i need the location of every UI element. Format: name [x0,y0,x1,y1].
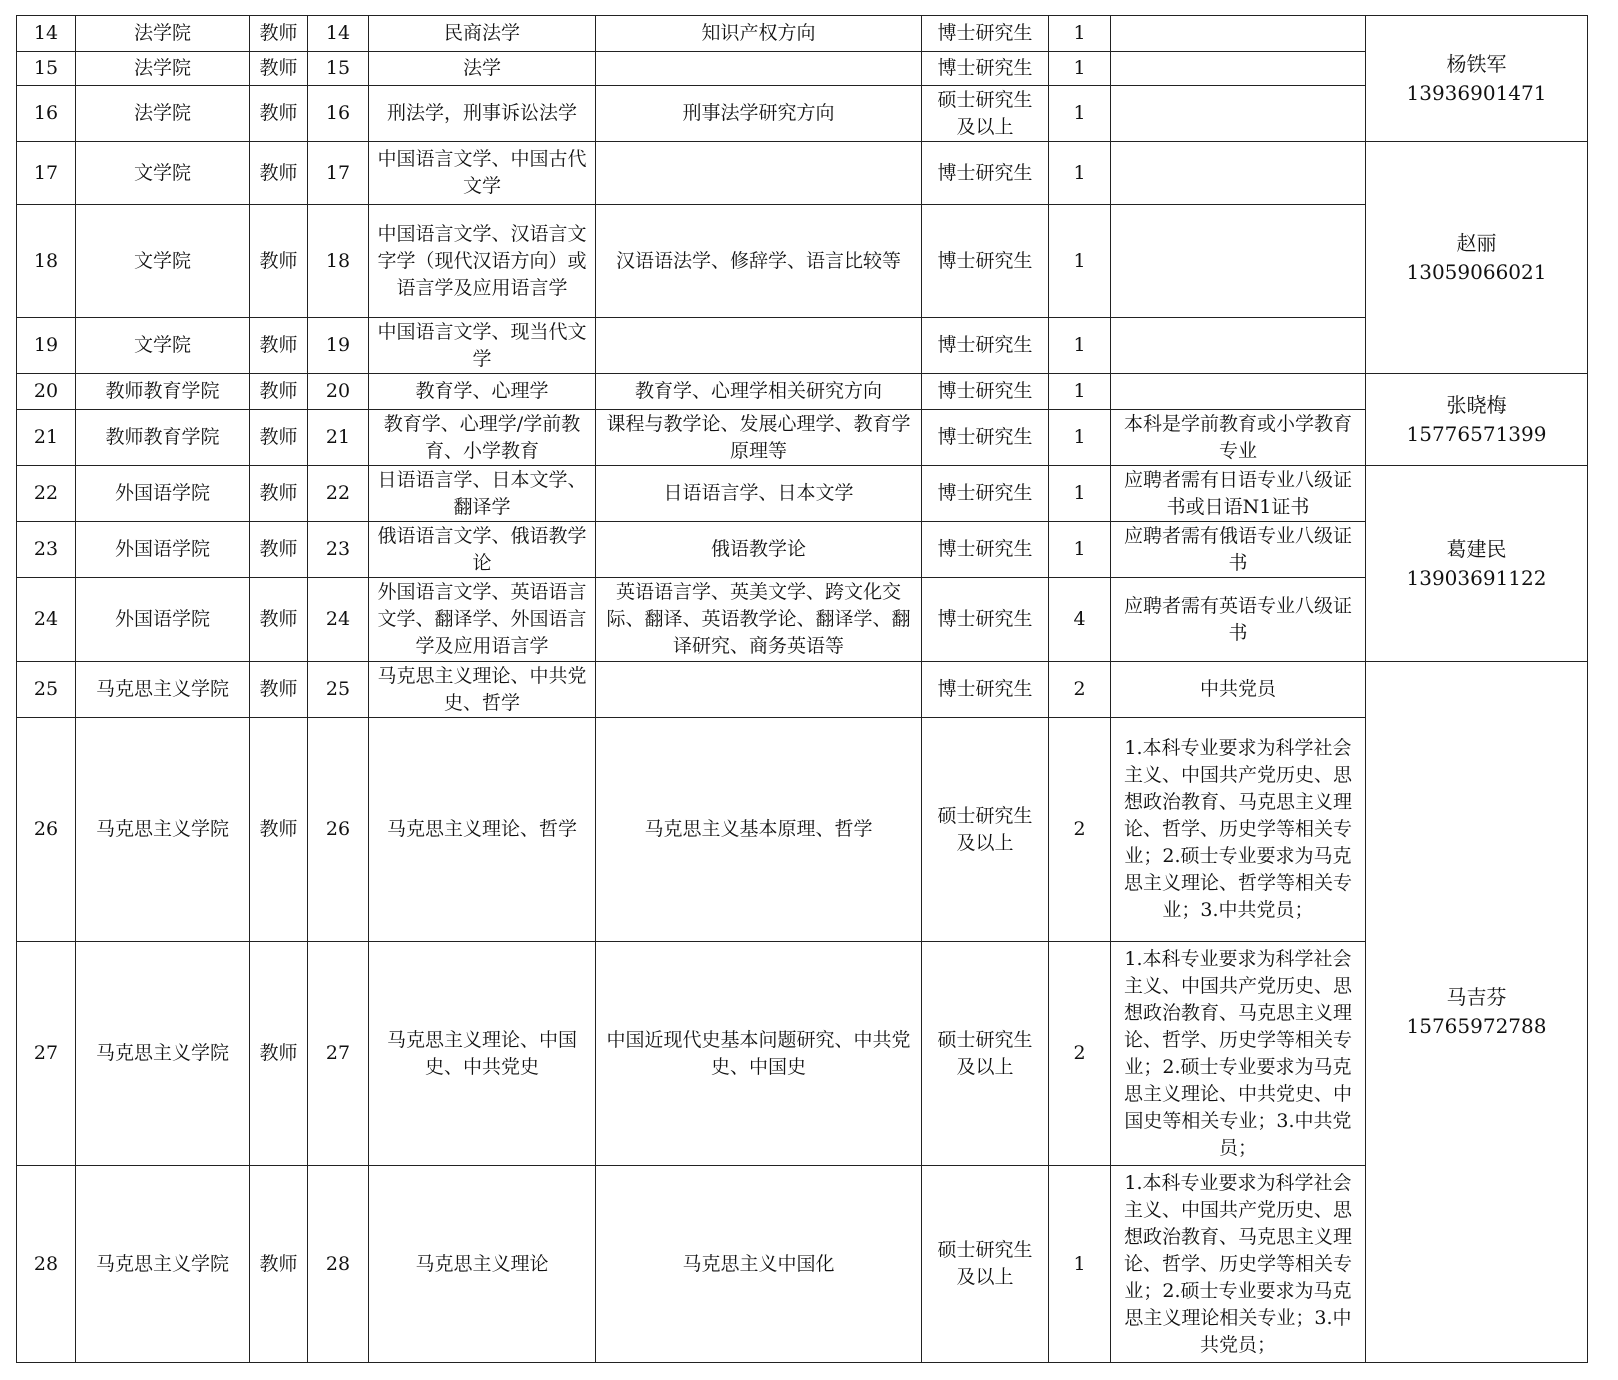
code-cell: 21 [308,410,369,466]
degree-cell: 博士研究生 [922,662,1049,718]
college-cell: 文学院 [76,205,250,318]
contact-name: 杨铁军 [1446,51,1507,76]
seq-cell: 17 [17,142,76,205]
count-cell: 1 [1049,86,1111,142]
post-cell: 教师 [250,374,308,410]
major-cell: 中国语言文学、中国古代文学 [369,142,596,205]
major-cell: 马克思主义理论、中国史、中共党史 [369,942,596,1166]
code-cell: 19 [308,318,369,374]
degree-cell: 硕士研究生及以上 [922,1166,1049,1363]
seq-cell: 21 [17,410,76,466]
count-cell: 2 [1049,718,1111,942]
direction-cell: 中国近现代史基本问题研究、中共党史、中国史 [596,942,922,1166]
requirement-cell [1111,16,1366,52]
count-cell: 1 [1049,1166,1111,1363]
major-cell: 俄语语言文学、俄语教学论 [369,522,596,578]
direction-cell: 刑事法学研究方向 [596,86,922,142]
count-cell: 1 [1049,466,1111,522]
seq-cell: 22 [17,466,76,522]
major-cell: 外国语言文学、英语语言文学、翻译学、外国语言学及应用语言学 [369,578,596,662]
direction-cell: 马克思主义基本原理、哲学 [596,718,922,942]
degree-cell: 硕士研究生及以上 [922,942,1049,1166]
seq-cell: 14 [17,16,76,52]
post-cell: 教师 [250,142,308,205]
direction-cell [596,52,922,86]
table-row [17,578,1588,662]
direction-cell: 日语语言学、日本文学 [596,466,922,522]
direction-cell: 汉语语法学、修辞学、语言比较等 [596,205,922,318]
degree-cell: 博士研究生 [922,374,1049,410]
requirement-cell: 1.本科专业要求为科学社会主义、中国共产党历史、思想政治教育、马克思主义理论、哲学、历史学等相关专业；2.硕士专业要求为马克思主义理论、哲学等相关专业；3.中共党员； [1111,718,1366,942]
requirement-cell: 中共党员 [1111,662,1366,718]
post-cell: 教师 [250,718,308,942]
count-cell: 1 [1049,318,1111,374]
major-cell: 刑法学，刑事诉讼法学 [369,86,596,142]
table-row [17,522,1588,578]
seq-cell: 26 [17,718,76,942]
degree-cell: 博士研究生 [922,142,1049,205]
contact-phone: 13903691122 [1406,565,1547,590]
table-row [17,16,1588,52]
contact-name: 马吉芬 [1446,985,1507,1009]
count-cell: 1 [1049,16,1111,52]
count-cell: 1 [1049,52,1111,86]
table-row [17,942,1588,1166]
post-cell: 教师 [250,52,308,86]
direction-cell: 教育学、心理学相关研究方向 [596,374,922,410]
table-row [17,466,1588,522]
code-cell: 24 [308,578,369,662]
contact-name: 赵丽 [1456,230,1497,255]
contact-cell [1366,142,1588,374]
requirement-cell: 1.本科专业要求为科学社会主义、中国共产党历史、思想政治教育、马克思主义理论、哲学、历史学等相关专业；2.硕士专业要求为马克思主义理论、中共党史、中国史等相关专业；3.中共党员； [1111,942,1366,1166]
major-cell: 教育学、心理学/学前教育、小学教育 [369,410,596,466]
degree-cell: 博士研究生 [922,522,1049,578]
degree-cell: 博士研究生 [922,205,1049,318]
table-row [17,86,1588,142]
direction-cell: 课程与教学论、发展心理学、教育学原理等 [596,410,922,466]
table-row [17,410,1588,466]
major-cell: 民商法学 [369,16,596,52]
code-cell: 25 [308,662,369,718]
table-row [17,374,1588,410]
seq-cell: 27 [17,942,76,1166]
post-cell: 教师 [250,205,308,318]
major-cell: 中国语言文学、汉语言文字学（现代汉语方向）或语言学及应用语言学 [369,205,596,318]
post-cell: 教师 [250,86,308,142]
table-row [17,205,1588,318]
code-cell: 27 [308,942,369,1166]
seq-cell: 25 [17,662,76,718]
code-cell: 28 [308,1166,369,1363]
code-cell: 18 [308,205,369,318]
college-cell: 法学院 [76,52,250,86]
contact-phone: 13059066021 [1406,259,1547,284]
college-cell: 马克思主义学院 [76,662,250,718]
college-cell: 马克思主义学院 [76,1166,250,1363]
contact-cell [1366,662,1588,1363]
contact-phone: 15776571399 [1406,421,1547,446]
post-cell: 教师 [250,662,308,718]
code-cell: 26 [308,718,369,942]
count-cell: 1 [1049,374,1111,410]
post-cell: 教师 [250,318,308,374]
college-cell: 马克思主义学院 [76,718,250,942]
degree-cell: 博士研究生 [922,578,1049,662]
post-cell: 教师 [250,942,308,1166]
post-cell: 教师 [250,578,308,662]
degree-cell: 博士研究生 [922,410,1049,466]
code-cell: 16 [308,86,369,142]
code-cell: 14 [308,16,369,52]
major-cell: 日语语言学、日本文学、翻译学 [369,466,596,522]
seq-cell: 24 [17,578,76,662]
college-cell: 法学院 [76,16,250,52]
college-cell: 文学院 [76,142,250,205]
table-row [17,662,1588,718]
contact-name: 张晓梅 [1446,392,1507,417]
contact-cell [1366,374,1588,466]
direction-cell: 知识产权方向 [596,16,922,52]
major-cell: 法学 [369,52,596,86]
college-cell: 外国语学院 [76,522,250,578]
seq-cell: 23 [17,522,76,578]
count-cell: 2 [1049,662,1111,718]
code-cell: 23 [308,522,369,578]
requirement-cell [1111,205,1366,318]
direction-cell [596,142,922,205]
table-row [17,1166,1588,1363]
table-row [17,718,1588,942]
table-row [17,318,1588,374]
table-row [17,52,1588,86]
degree-cell: 硕士研究生及以上 [922,718,1049,942]
seq-cell: 16 [17,86,76,142]
contact-phone: 13936901471 [1406,80,1547,105]
college-cell: 文学院 [76,318,250,374]
college-cell: 外国语学院 [76,578,250,662]
degree-cell: 博士研究生 [922,466,1049,522]
college-cell: 教师教育学院 [76,374,250,410]
requirement-cell: 应聘者需有俄语专业八级证书 [1111,522,1366,578]
count-cell: 2 [1049,942,1111,1166]
count-cell: 1 [1049,205,1111,318]
major-cell: 教育学、心理学 [369,374,596,410]
major-cell: 马克思主义理论、哲学 [369,718,596,942]
degree-cell: 博士研究生 [922,52,1049,86]
seq-cell: 15 [17,52,76,86]
direction-cell: 俄语教学论 [596,522,922,578]
direction-cell [596,662,922,718]
direction-cell: 马克思主义中国化 [596,1166,922,1363]
requirement-cell [1111,374,1366,410]
count-cell: 1 [1049,522,1111,578]
requirement-cell: 应聘者需有日语专业八级证书或日语N1证书 [1111,466,1366,522]
college-cell: 外国语学院 [76,466,250,522]
seq-cell: 28 [17,1166,76,1363]
code-cell: 17 [308,142,369,205]
contact-phone: 15765972788 [1406,1014,1547,1038]
contact-cell [1366,16,1588,142]
code-cell: 22 [308,466,369,522]
post-cell: 教师 [250,1166,308,1363]
requirement-cell [1111,86,1366,142]
direction-cell [596,318,922,374]
degree-cell: 博士研究生 [922,16,1049,52]
degree-cell: 博士研究生 [922,318,1049,374]
count-cell: 1 [1049,142,1111,205]
post-cell: 教师 [250,522,308,578]
post-cell: 教师 [250,16,308,52]
seq-cell: 18 [17,205,76,318]
code-cell: 20 [308,374,369,410]
major-cell: 马克思主义理论、中共党史、哲学 [369,662,596,718]
requirement-cell: 应聘者需有英语专业八级证书 [1111,578,1366,662]
post-cell: 教师 [250,410,308,466]
code-cell: 15 [308,52,369,86]
post-cell: 教师 [250,466,308,522]
seq-cell: 19 [17,318,76,374]
direction-cell: 英语语言学、英美文学、跨文化交际、翻译、英语教学论、翻译学、翻译研究、商务英语等 [596,578,922,662]
major-cell: 中国语言文学、现当代文学 [369,318,596,374]
requirement-cell [1111,52,1366,86]
contact-cell [1366,466,1588,662]
table-row [17,142,1588,205]
recruitment-table [16,15,1588,1363]
seq-cell: 20 [17,374,76,410]
count-cell: 4 [1049,578,1111,662]
college-cell: 马克思主义学院 [76,942,250,1166]
count-cell: 1 [1049,410,1111,466]
requirement-cell [1111,142,1366,205]
degree-cell: 硕士研究生及以上 [922,86,1049,142]
college-cell: 法学院 [76,86,250,142]
requirement-cell [1111,318,1366,374]
contact-name: 葛建民 [1446,536,1507,561]
college-cell: 教师教育学院 [76,410,250,466]
major-cell: 马克思主义理论 [369,1166,596,1363]
requirement-cell: 本科是学前教育或小学教育专业 [1111,410,1366,466]
requirement-cell: 1.本科专业要求为科学社会主义、中国共产党历史、思想政治教育、马克思主义理论、哲学、历史学等相关专业；2.硕士专业要求为马克思主义理论相关专业；3.中共党员； [1111,1166,1366,1363]
